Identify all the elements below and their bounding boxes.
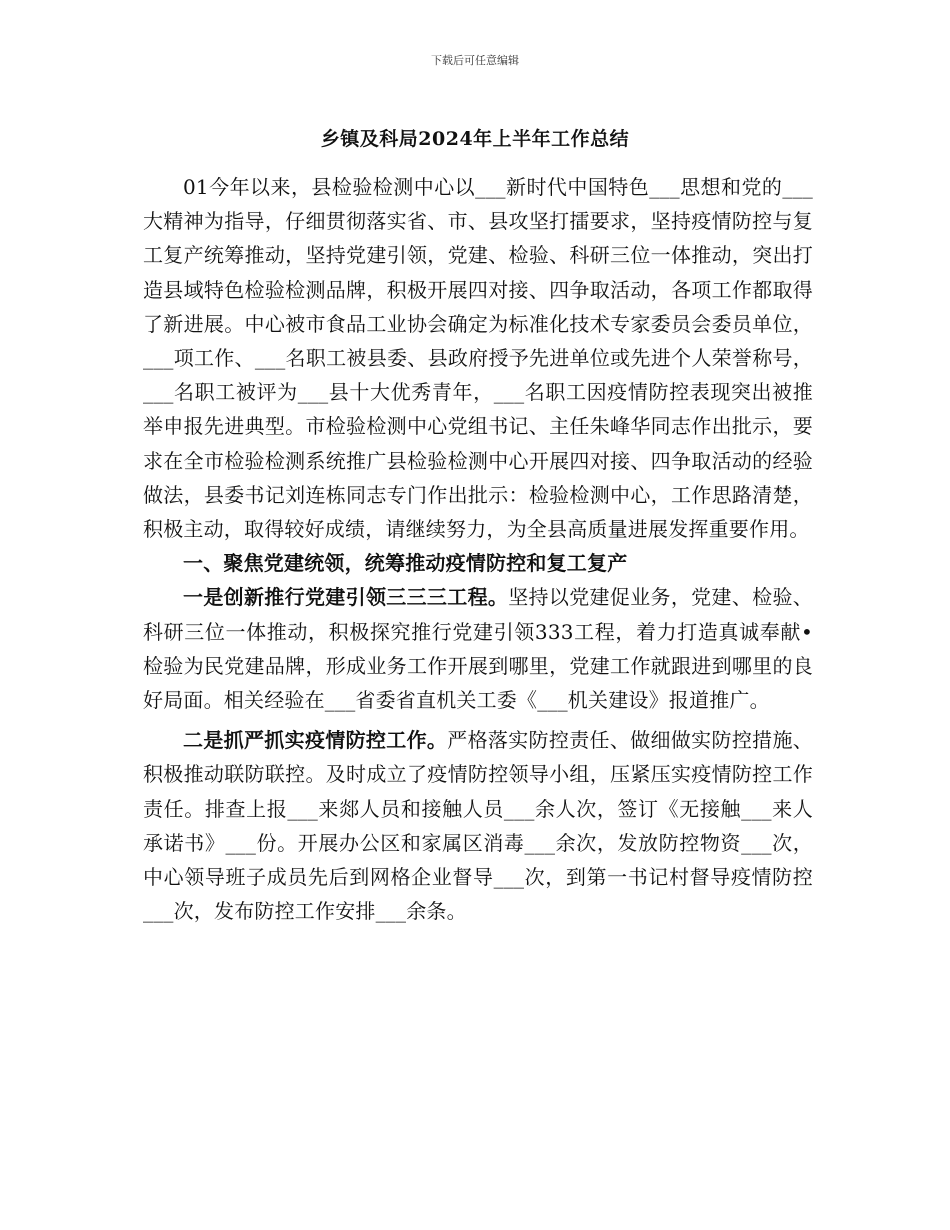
document-title: 乡镇及科局2024年上半年工作总结 — [320, 128, 630, 150]
intro-paragraph: 01今年以来，县检验检测中心以___新时代中国特色___思想和党的___大精神为指导，仔细贯彻落实省、市、县攻坚打擂要求，坚持疫情防控与复工复产统筹推动，坚持党建引领，党建、检验、科研三位一体推动，突出打造县域特色检验检测品牌，积极开展四对接、四争取活动，各项工作都取得了新进展。中心被市食品工业协会确定为标准化技术专家委员会委员单位，___项工作、___名职工被县委、县政府授予先进单位或先进个人荣誉称号，___名职工被评为___县十大优秀青年，___名职工因疫情防控表现突出被推举申报先进典型。市检验检测中心党组书记、主任朱峰华同志作出批示，要求在全市检验检测系统推广县检验检测中心开展四对接、四争取活动的经验做法，县委书记刘连栋同志专门作出批示：检验检测中心，工作思路清楚，积极主动，取得较好成绩，请继续努力，为全县高质量进展发挥重要作用。 — [143, 175, 813, 542]
header-note: 下载后可任意编辑 — [431, 54, 519, 67]
paragraph-epidemic-control — [143, 723, 813, 928]
paragraph-body-party-building: 坚持以党建促业务，党建、检验、科研三位一体推动，积极探究推行党建引领333工程，着力打造真诚奉献•检验为民党建品牌，形成业务工作开展到哪里，党建工作就跟进到哪里的良好局面。相关经验在___省委省直机关工委《___机关建设》报道推广。 — [143, 585, 814, 713]
paragraph-party-building — [143, 580, 813, 717]
paragraph-lead-party-building: 一是创新推行党建引领三三三工程。 — [183, 585, 509, 610]
document-body — [143, 170, 813, 928]
paragraph-body-epidemic-control: 严格落实防控责任、做细做实防控措施、积极推动联防联控。及时成立了疫情防控领导小组，压紧压实疫情防控工作责任。排查上报___来郯人员和接触人员___余人次，签订《无接触___来人承诺书》___份。开展办公区和家属区消毒___余次，发放防控物资___次，中心领导班子成员先后到网格企业督导___次，到第一书记村督导疫情防控___次，发布防控工作安排___余条。 — [143, 728, 813, 924]
paragraph-lead-epidemic-control: 二是抓严抓实疫情防控工作。 — [183, 728, 448, 753]
section-heading-1: 一、聚焦党建统领，统筹推动疫情防控和复工复产 — [183, 551, 628, 576]
